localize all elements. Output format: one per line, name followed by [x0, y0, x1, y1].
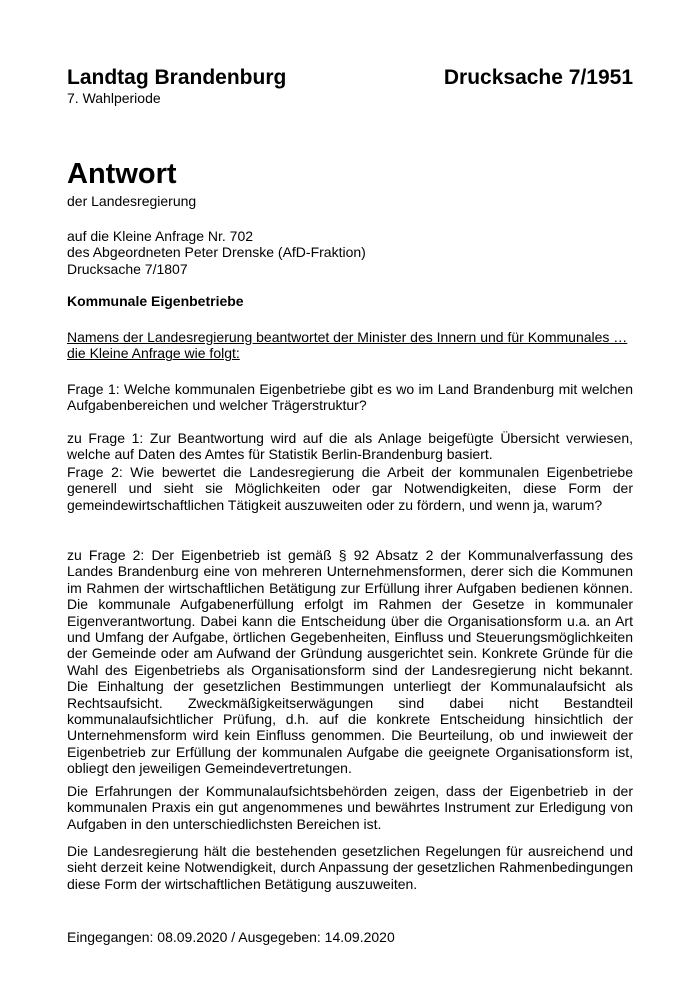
issuer-line: der Landesregierung [67, 193, 197, 209]
inquiry-line: des Abgeordneten Peter Drenske (AfD-Fraktion) [67, 244, 366, 261]
intro-line: Namens der Landesregierung beantwortet der Minister des Innern und für Kommunales … [67, 329, 628, 345]
answer-2-paragraph-3: Die Landesregierung hält die bestehenden gesetzlichen Regelungen für ausreichend und sieht derzeit keine Notwendigkeit, durch Anpassung der gesetzlichen Rahmenbedingungen diese Form der wirtschaftlichen Betätigung auszuweiten. [67, 843, 633, 892]
intro-statement [67, 329, 633, 362]
intro-line: die Kleine Anfrage wie folgt: [67, 345, 240, 362]
answer-2: zu Frage 2: Der Eigenbetrieb ist gemäß § 92 Absatz 2 der Kommunalverfassung des Landes Brandenburg eine von mehreren Unternehmensformen, derer sich die Kommunen im Rahmen der wirtschaftlichen Betätigung zur Erfüllung ihrer Aufgaben bedienen können. Die kommunale Aufgabenerfüllung erfolgt im Rahmen der Gesetze in kommunaler Eigenverantwortung. Dabei kann die Entscheidung über die Organisationsform u.a. an Art und Umfang der Aufgabe, örtlichen Gegebenheiten, Einfluss und Steuerungsmöglichkeiten der Gemeinde oder am Aufwand der Gründung ausgerichtet sein. Konkrete Gründe für die Wahl des Eigenbetriebs als Organisationsform sind der Landesregierung nicht bekannt. Die Einhaltung der gesetzlichen Bestimmungen unterliegt der Kommunalaufsicht als Rechtsaufsicht. Zweckmäßigkeitserwägungen sind dabei nicht Bestandteil kommunalaufsichtlicher Prüfung, d.h. auf die konkrete Entscheidung hinsichtlich der Unternehmensform wird kein Einfluss genommen. Die Beurteilung, ob und inwieweit der Eigenbetrieb zur Erfüllung der kommunalen Aufgabe die geeignete Organisationsform ist, obliegt den jeweiligen Gemeindevertretungen. [67, 547, 633, 777]
subject-heading: Kommunale Eigenbetriebe [67, 293, 244, 309]
inquiry-line: Drucksache 7/1807 [67, 260, 188, 277]
receipt-dates: Eingegangen: 08.09.2020 / Ausgegeben: 14.09.2020 [67, 929, 395, 945]
print-number: Drucksache 7/1951 [443, 66, 633, 89]
document-type-title: Antwort [67, 158, 177, 190]
question-2: Frage 2: Wie bewertet die Landesregierung die Arbeit der kommunalen Eigenbetriebe generell und sieht sie Möglichkeiten oder gar Notwendigkeiten, diese Form der gemeindewirtschaftlichen Tätigkeit auszuweiten oder zu fördern, und wenn ja, warum? [67, 464, 633, 513]
answer-2-paragraph-2: Die Erfahrungen der Kommunalaufsichtsbehörden zeigen, dass der Eigenbetrieb in der kommunalen Praxis ein gut angenommenes und bewährtes Instrument zur Erledigung von Aufgaben in den unterschiedlichsten Bereichen ist. [67, 783, 633, 832]
parliament-name: Landtag Brandenburg [67, 66, 287, 89]
question-1: Frage 1: Welche kommunalen Eigenbetriebe gibt es wo im Land Brandenburg mit welchen Aufgabenbereichen und welcher Trägerstruktur? [67, 381, 633, 414]
inquiry-line: auf die Kleine Anfrage Nr. 702 [67, 228, 254, 244]
legislative-period: 7. Wahlperiode [67, 90, 161, 106]
inquiry-reference [67, 228, 633, 277]
answer-1: zu Frage 1: Zur Beantwortung wird auf die als Anlage beigefügte Übersicht verwiesen, welche auf Daten des Amtes für Statistik Berlin-Brandenburg basiert. [67, 430, 633, 463]
